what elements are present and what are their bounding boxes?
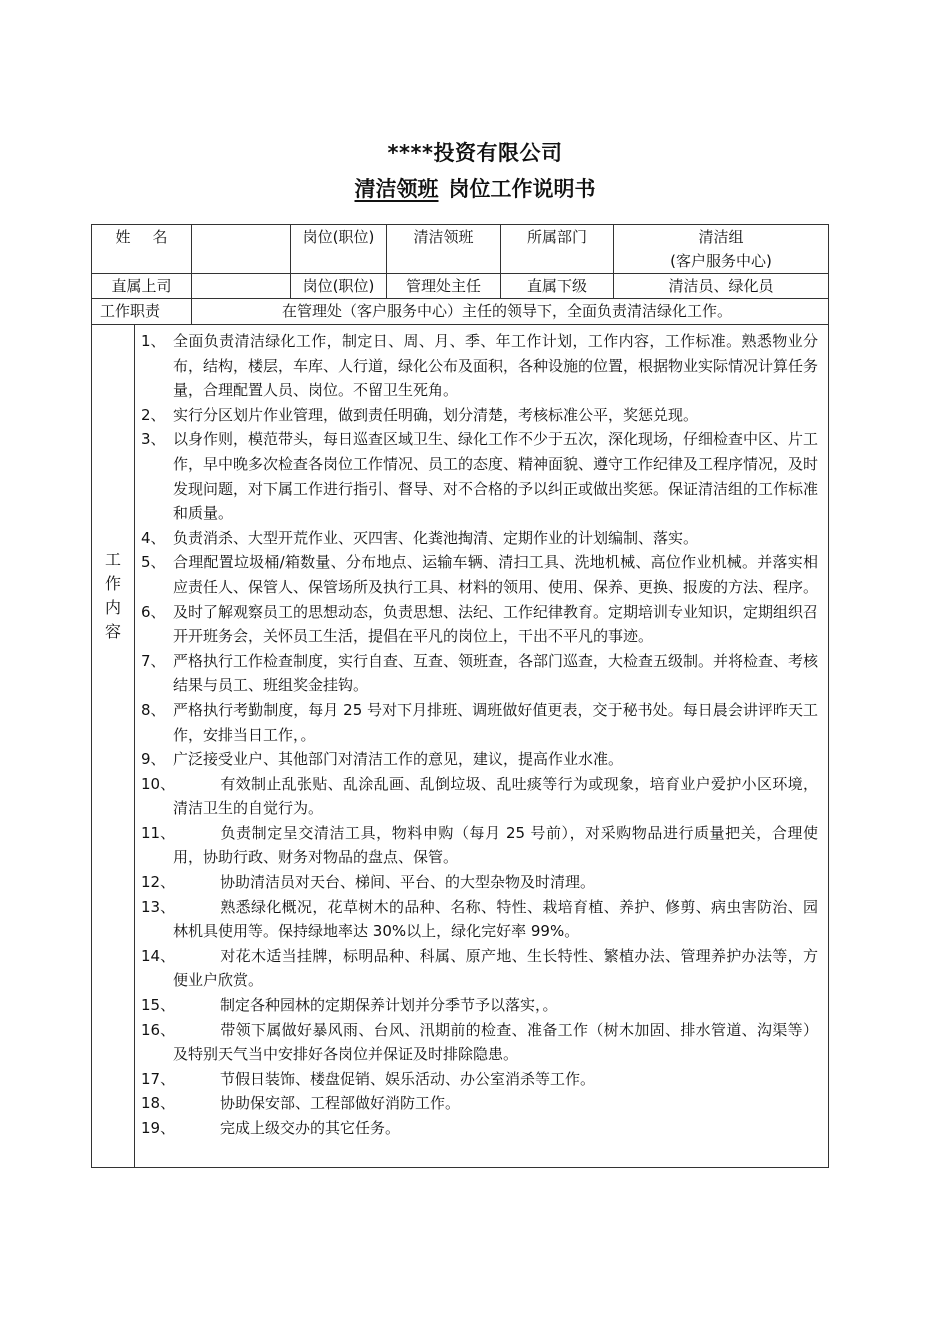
content-label-char: 作 bbox=[104, 573, 121, 593]
dept-label-cell: 所属部门 bbox=[501, 225, 614, 274]
duty-text: 及时了解观察员工的思想动态，负责思想、法纪、工作纪律教育。定期培训专业知识，定期组织召开开班务会，关怀员工生活，提倡在平凡的岗位上，干出不平凡的事迹。 bbox=[173, 602, 819, 646]
duty-text-body: 熟悉绿化概况，花草树木的品种、名称、特性、栽培育植、养护、修剪、病虫害防治、园林机具使用等。保持绿地率达 30%以上，绿化完好率 99%。 bbox=[173, 897, 818, 941]
superior-label-cell: 直属上司 bbox=[92, 274, 192, 299]
duty-item bbox=[141, 772, 818, 821]
duty-number: 9、 bbox=[141, 750, 166, 769]
title-suffix: 岗位工作说明书 bbox=[448, 177, 596, 201]
content-label-char: 工 bbox=[104, 549, 121, 569]
duty-text: 全面负责清洁绿化工作，制定日、周、月、季、年工作计划，工作内容，工作标准。熟悉物业分布，结构，楼层，车库、人行道，绿化公布及面积，各种设施的位置，根据物业实际情况计算任务量，合理配置人员、岗位。不留卫生死角。 bbox=[173, 332, 819, 400]
duty-number: 16、 bbox=[141, 1020, 176, 1039]
content-label-char: 内 bbox=[104, 597, 121, 617]
duty-item bbox=[141, 1116, 818, 1141]
table-row-content bbox=[92, 325, 829, 1168]
duty-item bbox=[141, 895, 818, 944]
table-row-superior bbox=[92, 274, 829, 299]
duty-number: 13、 bbox=[141, 897, 176, 916]
duty-text-body: 对花木适当挂牌，标明品种、科属、原产地、生长特性、繁植办法、管理养护办法等，方便业户欣赏。 bbox=[173, 946, 818, 990]
duty-number: 11、 bbox=[141, 823, 176, 842]
name-label-a: 姓 bbox=[115, 228, 131, 246]
duty-item bbox=[141, 600, 818, 649]
name-label-b: 名 bbox=[152, 228, 168, 246]
duty-text bbox=[173, 772, 818, 821]
position2-label-cell: 岗位(职位) bbox=[291, 274, 387, 299]
duty-number: 19、 bbox=[141, 1119, 176, 1137]
duty-number: 14、 bbox=[141, 946, 176, 965]
duty-item bbox=[141, 944, 818, 993]
document-title bbox=[0, 173, 950, 203]
duty-number: 3、 bbox=[141, 430, 166, 449]
duty-number: 17、 bbox=[141, 1069, 176, 1088]
duty-item bbox=[141, 427, 818, 525]
duty-text: 严格执行考勤制度，每月 25 号对下月排班、调班做好值更表，交于秘书处。每日晨会讲评昨天工作，安排当日工作，。 bbox=[173, 700, 818, 744]
superior-value-cell bbox=[192, 274, 291, 299]
duty-text-body: 带领下属做好暴风雨、台风、汛期前的检查、准备工作（树木加固、排水管道、沟渠等）及特别天气当中安排好各岗位并保证及时排除隐患。 bbox=[173, 1020, 818, 1064]
duty-text bbox=[173, 895, 818, 944]
duty-text-body: 负责制定呈交清洁工具，物料申购（每月 25 号前），对采购物品进行质量把关，合理使用，协助行政、财务对物品的盘点、保管。 bbox=[173, 823, 818, 867]
duty-text bbox=[173, 1018, 818, 1067]
duty-item bbox=[141, 526, 818, 551]
subordinate-label-cell: 直属下级 bbox=[501, 274, 614, 299]
duty-text-body: 有效制止乱张贴、乱涂乱画、乱倒垃圾、乱吐痰等行为或现象，培育业户爱护小区环境，清洁卫生的自觉行为。 bbox=[173, 774, 818, 818]
duty-text-body: 协助保安部、工程部做好消防工作。 bbox=[220, 1094, 461, 1113]
duty-text: 负责消杀、大型开荒作业、灭四害、化粪池掏清、定期作业的计划编制、落实。 bbox=[173, 528, 699, 547]
duty-item bbox=[141, 403, 818, 428]
name-label-cell bbox=[92, 225, 192, 274]
duty-number: 8、 bbox=[141, 700, 166, 719]
duty-value-cell: 在管理处（客户服务中心）主任的领导下，全面负责清洁绿化工作。 bbox=[192, 299, 829, 325]
duty-text bbox=[173, 1067, 818, 1092]
dept-value-line1: 清洁组 bbox=[698, 228, 744, 246]
duty-text: 广泛接受业户、其他部门对清洁工作的意见，建议，提高作业水准。 bbox=[173, 750, 624, 769]
duty-number: 6、 bbox=[141, 602, 166, 621]
duty-number: 5、 bbox=[141, 553, 166, 572]
duty-item bbox=[141, 821, 818, 870]
duty-text bbox=[173, 993, 818, 1018]
duty-item bbox=[141, 870, 818, 895]
duty-number: 1、 bbox=[141, 332, 166, 350]
duty-item bbox=[141, 1018, 818, 1067]
dept-value-line2: (客户服务中心) bbox=[670, 252, 772, 270]
content-label-char: 容 bbox=[104, 621, 121, 641]
duty-label-cell: 工作职责 bbox=[92, 299, 192, 325]
job-description-table bbox=[91, 224, 829, 1168]
duty-text: 实行分区划片作业管理，做到责任明确，划分清楚，考核标准公平，奖惩兑现。 bbox=[173, 405, 699, 424]
duty-number: 2、 bbox=[141, 405, 166, 424]
duty-text: 以身作则，模范带头，每日巡查区域卫生、绿化工作不少于五次，深化现场，仔细检查中区、片工作，早中晚多次检查各岗位工作情况、员工的态度、精神面貌、遵守工作纪律及工程序情况，及时发现问题，对下属工作进行指引、督导、对不合格的予以纠正或做出奖惩。保证清洁组的工作标准和质量。 bbox=[173, 430, 819, 523]
duty-text bbox=[173, 821, 818, 870]
duty-number: 10、 bbox=[141, 774, 176, 793]
name-value-cell bbox=[192, 225, 291, 274]
duty-text: 严格执行工作检查制度，实行自查、互查、领班查，各部门巡查，大检查五级制。并将检查、考核结果与员工、班组奖金挂钩。 bbox=[173, 651, 819, 695]
table-row-name bbox=[92, 225, 829, 274]
duty-item bbox=[141, 993, 818, 1018]
table-row-duty bbox=[92, 299, 829, 325]
content-label-cell bbox=[92, 325, 135, 1168]
duty-text bbox=[173, 1116, 818, 1141]
duty-item bbox=[141, 698, 818, 747]
position-label-cell: 岗位(职位) bbox=[291, 225, 387, 274]
duty-text-body: 协助清洁员对天台、梯间、平台、的大型杂物及时清理。 bbox=[220, 873, 596, 892]
duty-item bbox=[141, 1091, 818, 1116]
title-position-name: 清洁领班 bbox=[354, 177, 439, 201]
duty-item bbox=[141, 649, 818, 698]
duty-text-body: 节假日装饰、楼盘促销、娱乐活动、办公室消杀等工作。 bbox=[220, 1069, 596, 1088]
duties-cell bbox=[135, 325, 829, 1168]
duty-number: 7、 bbox=[141, 651, 166, 670]
position-value-cell: 清洁领班 bbox=[387, 225, 501, 274]
subordinate-value-cell: 清洁员、绿化员 bbox=[614, 274, 829, 299]
duty-text: 合理配置垃圾桶/箱数量、分布地点、运输车辆、清扫工具、洗地机械、高位作业机械。并落实相应责任人、保管人、保管场所及执行工具、材料的领用、使用、保养、更换、报废的方法、程序。 bbox=[173, 553, 819, 596]
company-name: ****投资有限公司 bbox=[387, 141, 563, 165]
position2-value-cell: 管理处主任 bbox=[387, 274, 501, 299]
duty-text-body: 制定各种园林的定期保养计划并分季节予以落实，。 bbox=[220, 996, 558, 1015]
duty-number: 12、 bbox=[141, 873, 176, 892]
dept-value-cell bbox=[614, 225, 829, 274]
duty-item bbox=[141, 747, 818, 772]
duty-item bbox=[141, 1067, 818, 1092]
duty-item bbox=[141, 550, 818, 599]
duty-number: 18、 bbox=[141, 1094, 176, 1113]
duty-number: 15、 bbox=[141, 996, 176, 1015]
duty-text bbox=[173, 870, 818, 895]
duty-text bbox=[173, 1091, 818, 1116]
duty-item bbox=[141, 329, 818, 403]
duty-text bbox=[173, 944, 818, 993]
duty-text-body: 完成上级交办的其它任务。 bbox=[220, 1119, 401, 1137]
duty-number: 4、 bbox=[141, 528, 166, 547]
